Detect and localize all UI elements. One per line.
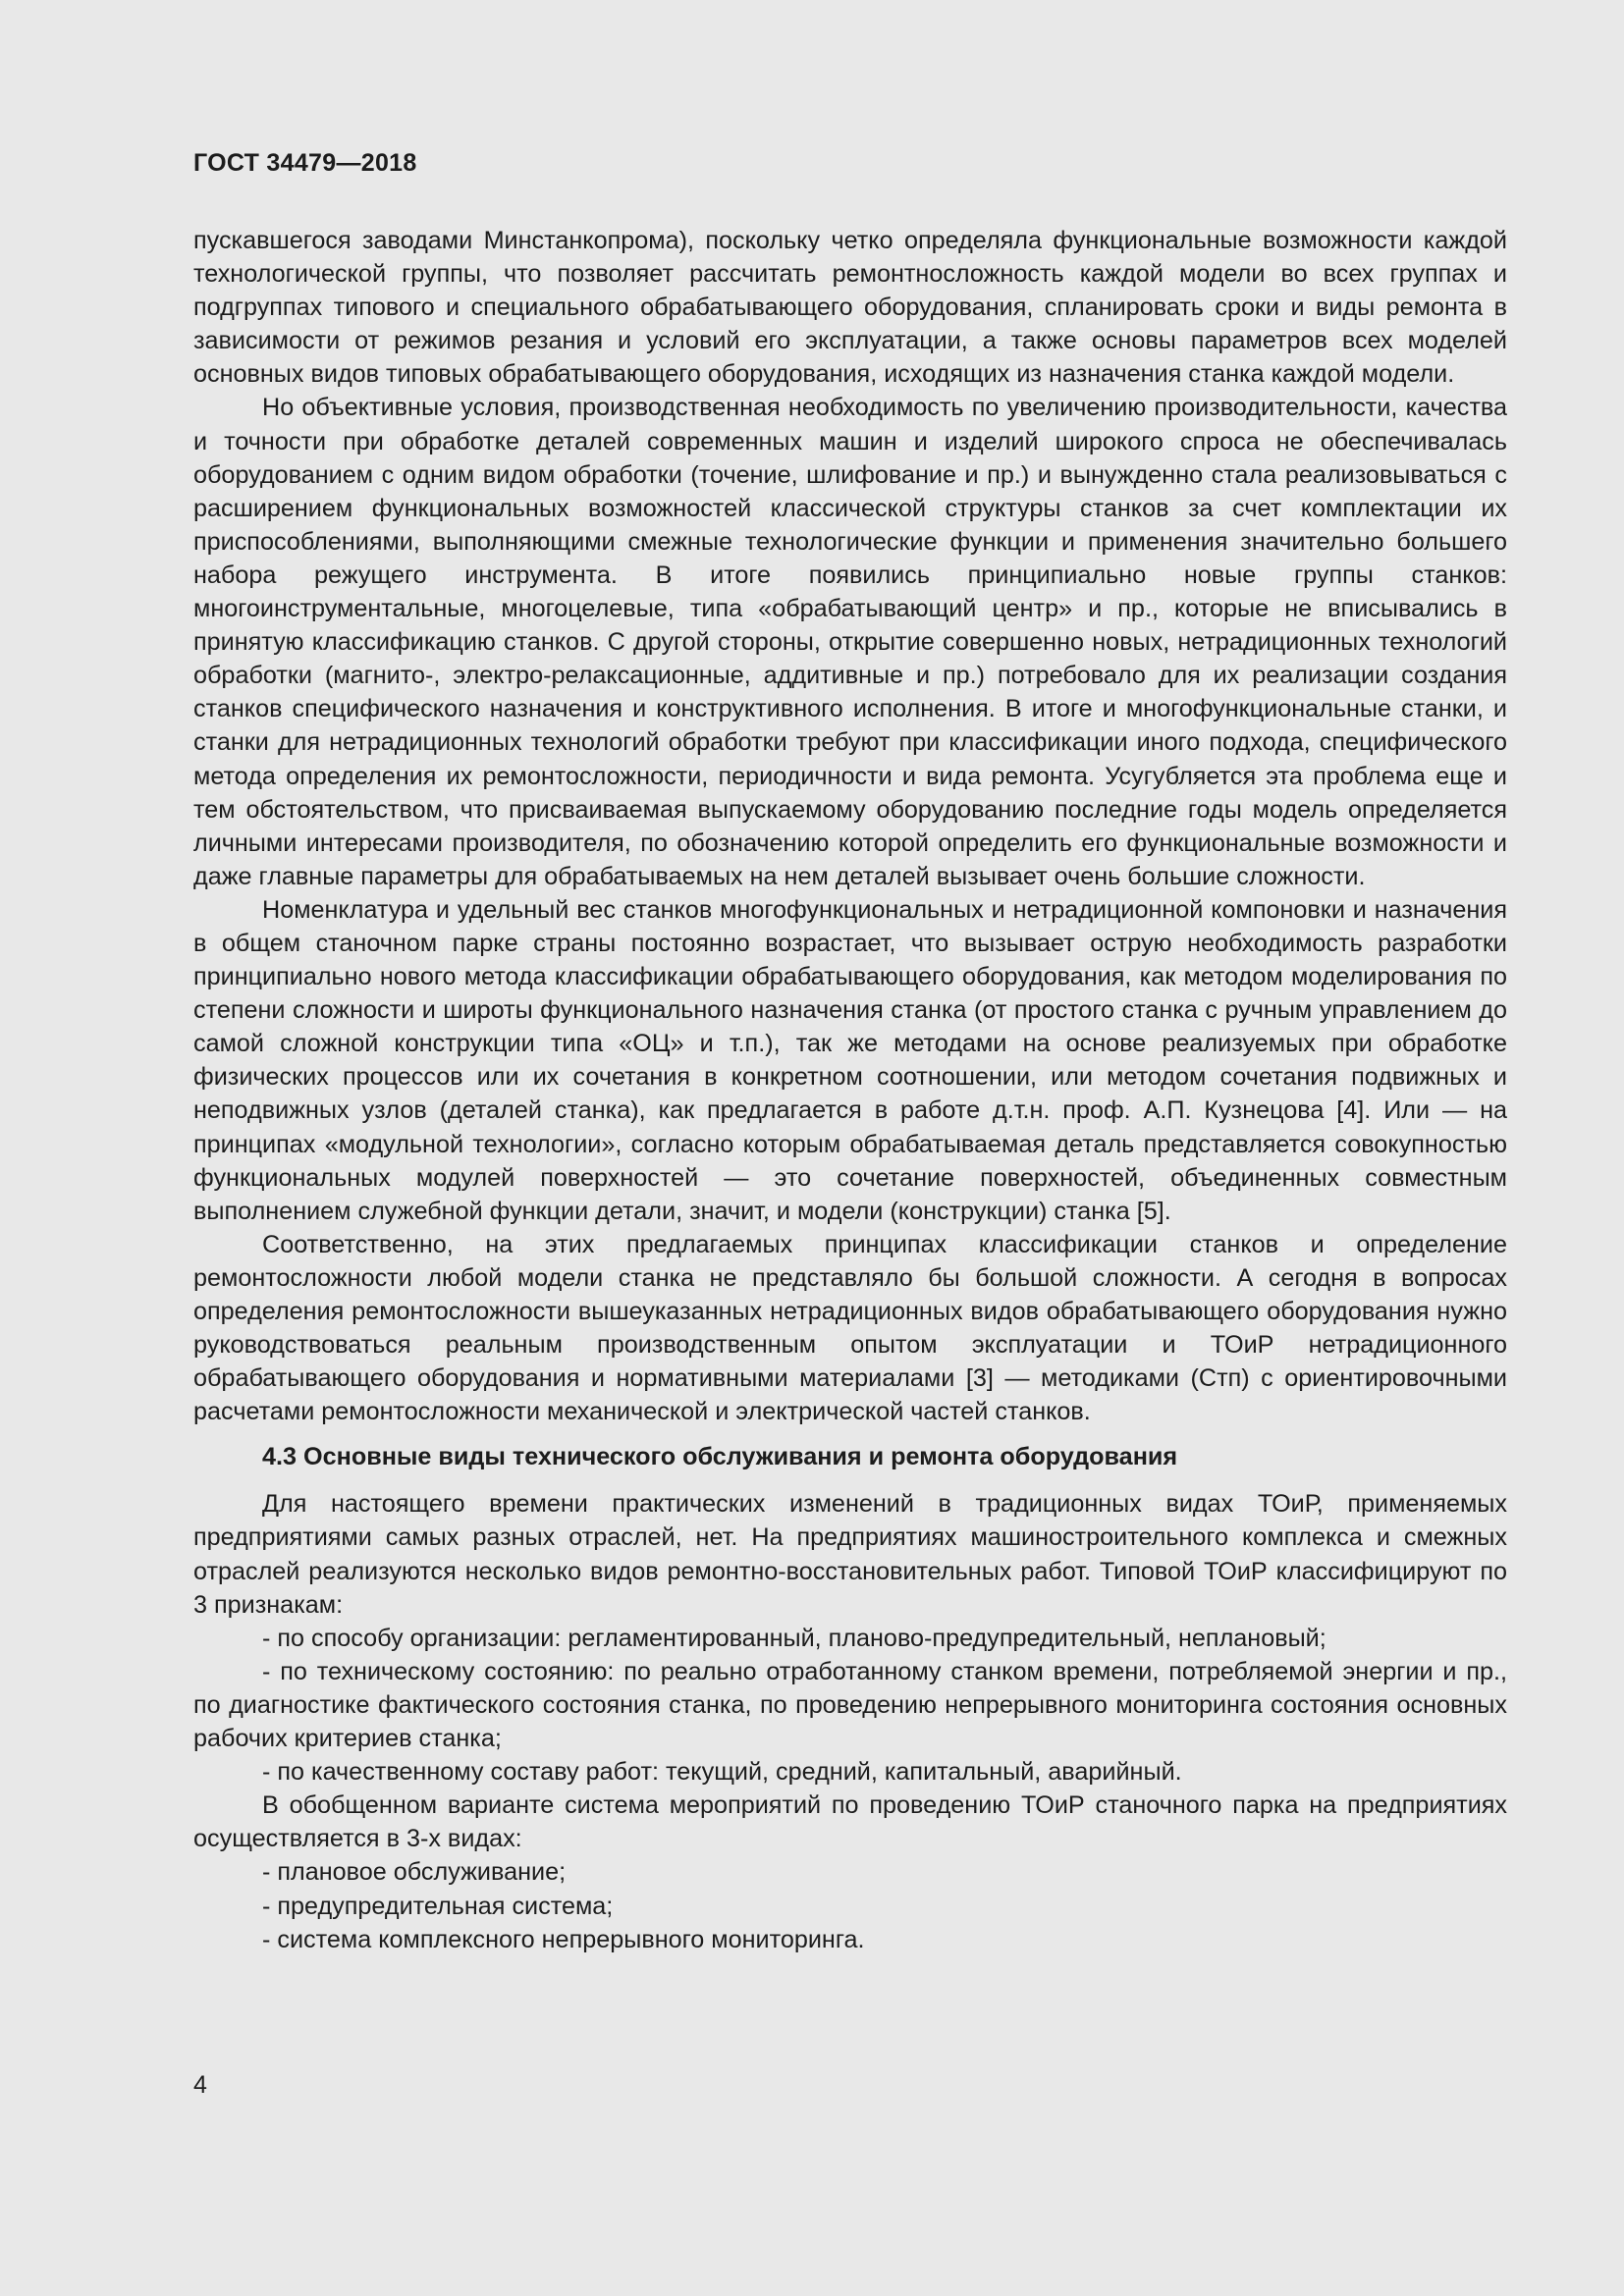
section-summary-paragraph: В обобщенном варианте система мероприятий по проведению ТОиР станочного парка на предприятиях осуществляется в 3-х видах: xyxy=(193,1791,1507,1853)
list-item: - система комплексного непрерывного мониторинга. xyxy=(262,1925,865,1953)
document-body xyxy=(193,224,1507,1956)
paragraph: Но объективные условия, производственная необходимость по увеличению производительности, качества и точности при обработке деталей современных машин и изделий широкого спроса не обеспечивалась оборудованием с одним видом обработки (точение, шлифование и пр.) и вынужденно стала реализовываться с расширением функциональных возможностей классической структуры станков за счет комплектации их приспособлениями, выполняющими смежные технологические функции и применения значительно большего набора режущего инструмента. В итоге появились принципиально новые группы станков: многоинструментальные, многоцелевые, типа «обрабатывающий центр» и пр., которые не вписывались в принятую классификацию станков. С другой стороны, открытие совершенно новых, нетрадиционных технологий обработки (магнито-, электро-релаксационные, аддитивные и пр.) потребовало для их реализации создания станков специфического назначения и конструктивного исполнения. В итоге и многофункциональные станки, и станки для нетрадиционных технологий обработки требуют при классификации иного подхода, специфического метода определения их ремонтосложности, периодичности и вида ремонта. Усугубляется эта проблема еще и тем обстоятельством, что присваиваемая выпускаемому оборудованию последние годы модель определяется личными интересами производителя, по обозначению которой определить его функциональные возможности и даже главные параметры для обрабатываемых на нем деталей вызывает очень большие сложности. xyxy=(193,394,1507,890)
page-number: 4 xyxy=(193,2071,207,2099)
list-item: - плановое обслуживание; xyxy=(262,1858,567,1887)
section-intro-paragraph: Для настоящего времени практических изменений в традиционных видах ТОиР, применяемых предприятиями самых разных отраслей, нет. На предприятиях машиностроительного комплекса и смежных отраслей реализуются несколько видов ремонтно-восстановительных работ. Типовой ТОиР классифицируют по 3 признакам: xyxy=(193,1490,1507,1619)
list-item: - по способу организации: регламентированный, планово-предупредительный, неплановый; xyxy=(262,1624,1326,1652)
paragraph-continuation: пускавшегося заводами Минстанкопрома), поскольку четко определяла функциональные возможности каждой технологической группы, что позволяет рассчитать ремонтносложность каждой модели во всех группах и подгруппах типового и специального обрабатывающего оборудования, спланировать сроки и виды ремонта в зависимости от режимов резания и условий его эксплуатации, а также основы параметров всех моделей основных видов типовых обрабатывающего оборудования, исходящих из назначения станка каждой модели. xyxy=(193,227,1507,389)
list-item: - по техническому состоянию: по реально отработанному станком времени, потребляемой энергии и пр., по диагностике фактического состояния станка, по проведению непрерывного мониторинга состояния основных рабочих критериев станка; xyxy=(193,1657,1507,1753)
document-code-header: ГОСТ 34479—2018 xyxy=(193,149,417,177)
paragraph: Соответственно, на этих предлагаемых принципах классификации станков и определение ремонтосложности любой модели станка не представляло бы большой сложности. А сегодня в вопросах определения ремонтосложности вышеуказанных нетрадиционных видов обрабатывающего оборудования нужно руководствоваться реальным производственным опытом эксплуатации и ТОиР нетрадиционного обрабатывающего оборудования и нормативными материалами [3] — методиками (Стп) с ориентировочными расчетами ремонтосложности механической и электрической частей станков. xyxy=(193,1230,1507,1426)
section-heading: 4.3 Основные виды технического обслуживания и ремонта оборудования xyxy=(262,1443,1178,1471)
list-item: - по качественному составу работ: текущий, средний, капитальный, аварийный. xyxy=(262,1758,1182,1787)
list-item: - предупредительная система; xyxy=(262,1892,614,1920)
paragraph: Номенклатура и удельный вес станков многофункциональных и нетрадиционной компоновки и назначения в общем станочном парке страны постоянно возрастает, что вызывает острую необходимость разработки принципиально нового метода классификации обрабатывающего оборудования, как методом моделирования по степени сложности и широты функционального назначения станка (от простого станка с ручным управлением до самой сложной конструкции типа «ОЦ» и т.п.), так же методами на основе реализуемых при обработке физических процессов или их сочетания в конкретном соотношении, или методом сочетания подвижных и неподвижных узлов (деталей станка), как предлагается в работе д.т.н. проф. А.П. Кузнецова [4]. Или — на принципах «модульной технологии», согласно которым обрабатываемая деталь представляется совокупностью функциональных модулей поверхностей — это сочетание поверхностей, объединенных совместным выполнением служебной функции детали, значит, и модели (конструкции) станка [5]. xyxy=(193,895,1507,1225)
